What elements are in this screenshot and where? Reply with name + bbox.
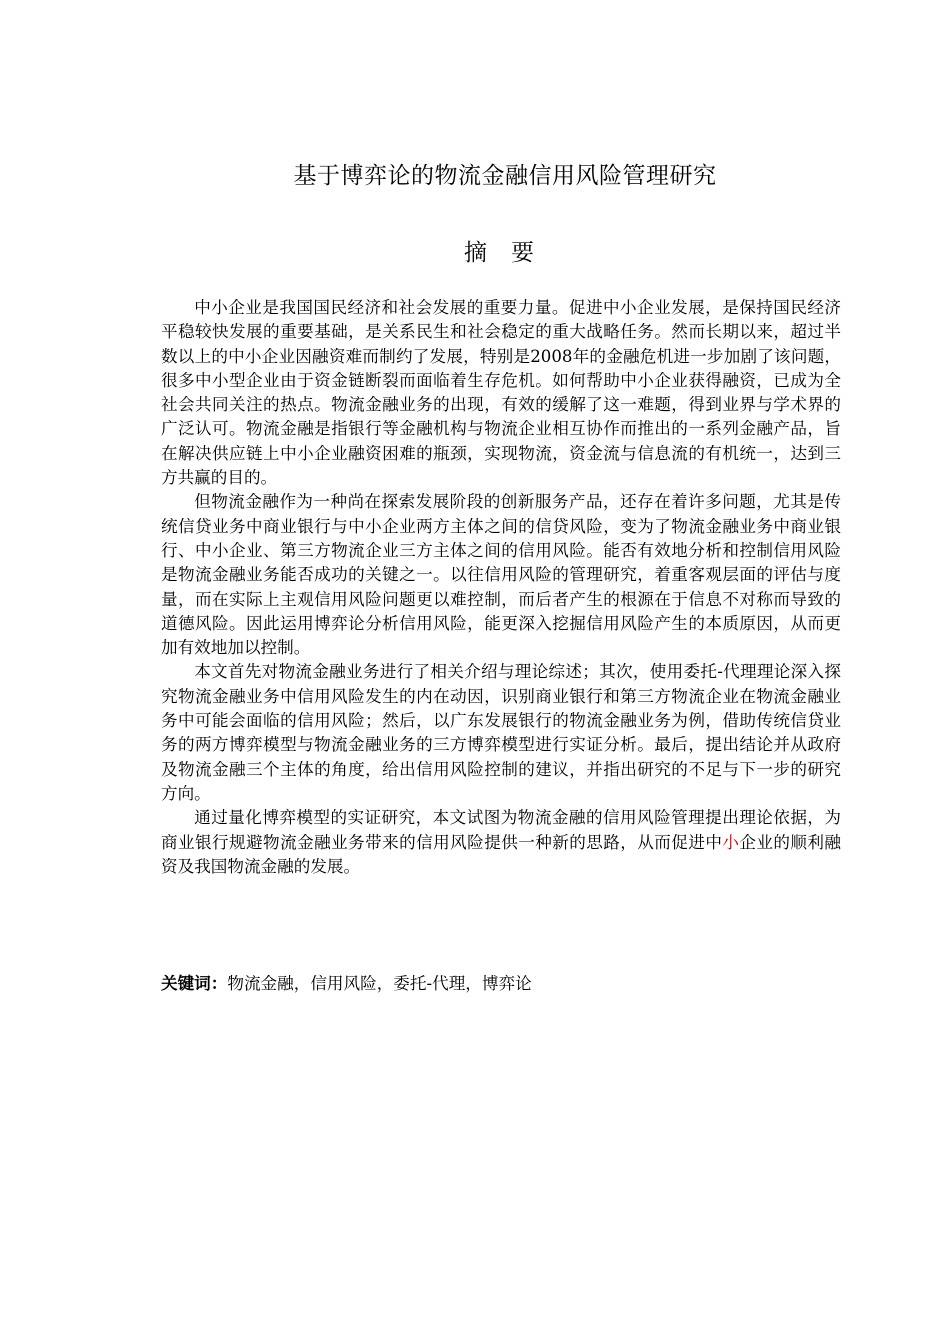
abstract-heading-char-2: 要 xyxy=(511,240,534,266)
paragraph-4-text-before: 通过量化博弈模型的实证研究，本文试图为物流金融的信用风险管理提出理论依据，为商业银行规避物流金融业务带来的信用风险提供一种新的思路，从而促进中 xyxy=(161,808,841,852)
highlighted-character: 小 xyxy=(722,832,740,852)
paragraph-4-text-after: 企业的顺利融资及我国物流金融的发展。 xyxy=(161,832,842,876)
abstract-paragraph-1: 中小企业是我国国民经济和社会发展的重要力量。促进中小企业发展，是保持国民经济平稳较快发展的重要基础，是关系民生和社会稳定的重大战略任务。然而长期以来，超过半数以上的中小企业因融资难而制约了发展，特别是2008年的金融危机进一步加剧了该问题，很多中小型企业由于资金链断裂而面临着生存危机。如何帮助中小企业获得融资，已成为全社会共同关注的热点。物流金融业务的出现，有效的缓解了这一难题，得到业界与学术界的广泛认可。物流金融是指银行等金融机构与物流企业相互协作而推出的一系列金融产品，旨在解决供应链上中小企业融资困难的瓶颈，实现物流，资金流与信息流的有机统一，达到三方共赢的目的。 xyxy=(161,298,841,488)
abstract-paragraph-4 xyxy=(161,806,841,879)
abstract-heading xyxy=(0,234,950,267)
abstract-body xyxy=(161,296,841,879)
keywords-list: 物流金融，信用风险，委托-代理，博弈论 xyxy=(227,974,532,993)
paper-title: 基于博弈论的物流金融信用风险管理研究 xyxy=(293,163,717,189)
keywords-label: 关键词： xyxy=(161,974,228,993)
abstract-heading-char-1: 摘 xyxy=(464,240,487,266)
abstract-paragraph-3: 本文首先对物流金融业务进行了相关介绍与理论综述；其次，使用委托-代理理论深入探究物流金融业务中信用风险发生的内在动因，识别商业银行和第三方物流企业在物流金融业务中可能会面临的信用风险；然后，以广东发展银行的物流金融业务为例，借助传统信贷业务的两方博弈模型与物流金融业务的三方博弈模型进行实证分析。最后，提出结论并从政府及物流金融三个主体的角度，给出信用风险控制的建议，并指出研究的不足与下一步的研究方向。 xyxy=(161,662,841,803)
abstract-paragraph-2: 但物流金融作为一种尚在探索发展阶段的创新服务产品，还存在着许多问题，尤其是传统信贷业务中商业银行与中小企业两方主体之间的信贷风险，变为了物流金融业务中商业银行、中小企业、第三方物流企业三方主体之间的信用风险。能否有效地分析和控制信用风险是物流金融业务能否成功的关键之一。以往信用风险的管理研究，着重客观层面的评估与度量，而在实际上主观信用风险问题更以难控制，而后者产生的根源在于信息不对称而导致的道德风险。因此运用博弈论分析信用风险，能更深入挖掘信用风险产生的本质原因，从而更加有效地加以控制。 xyxy=(161,492,841,658)
keywords-line xyxy=(161,972,841,996)
